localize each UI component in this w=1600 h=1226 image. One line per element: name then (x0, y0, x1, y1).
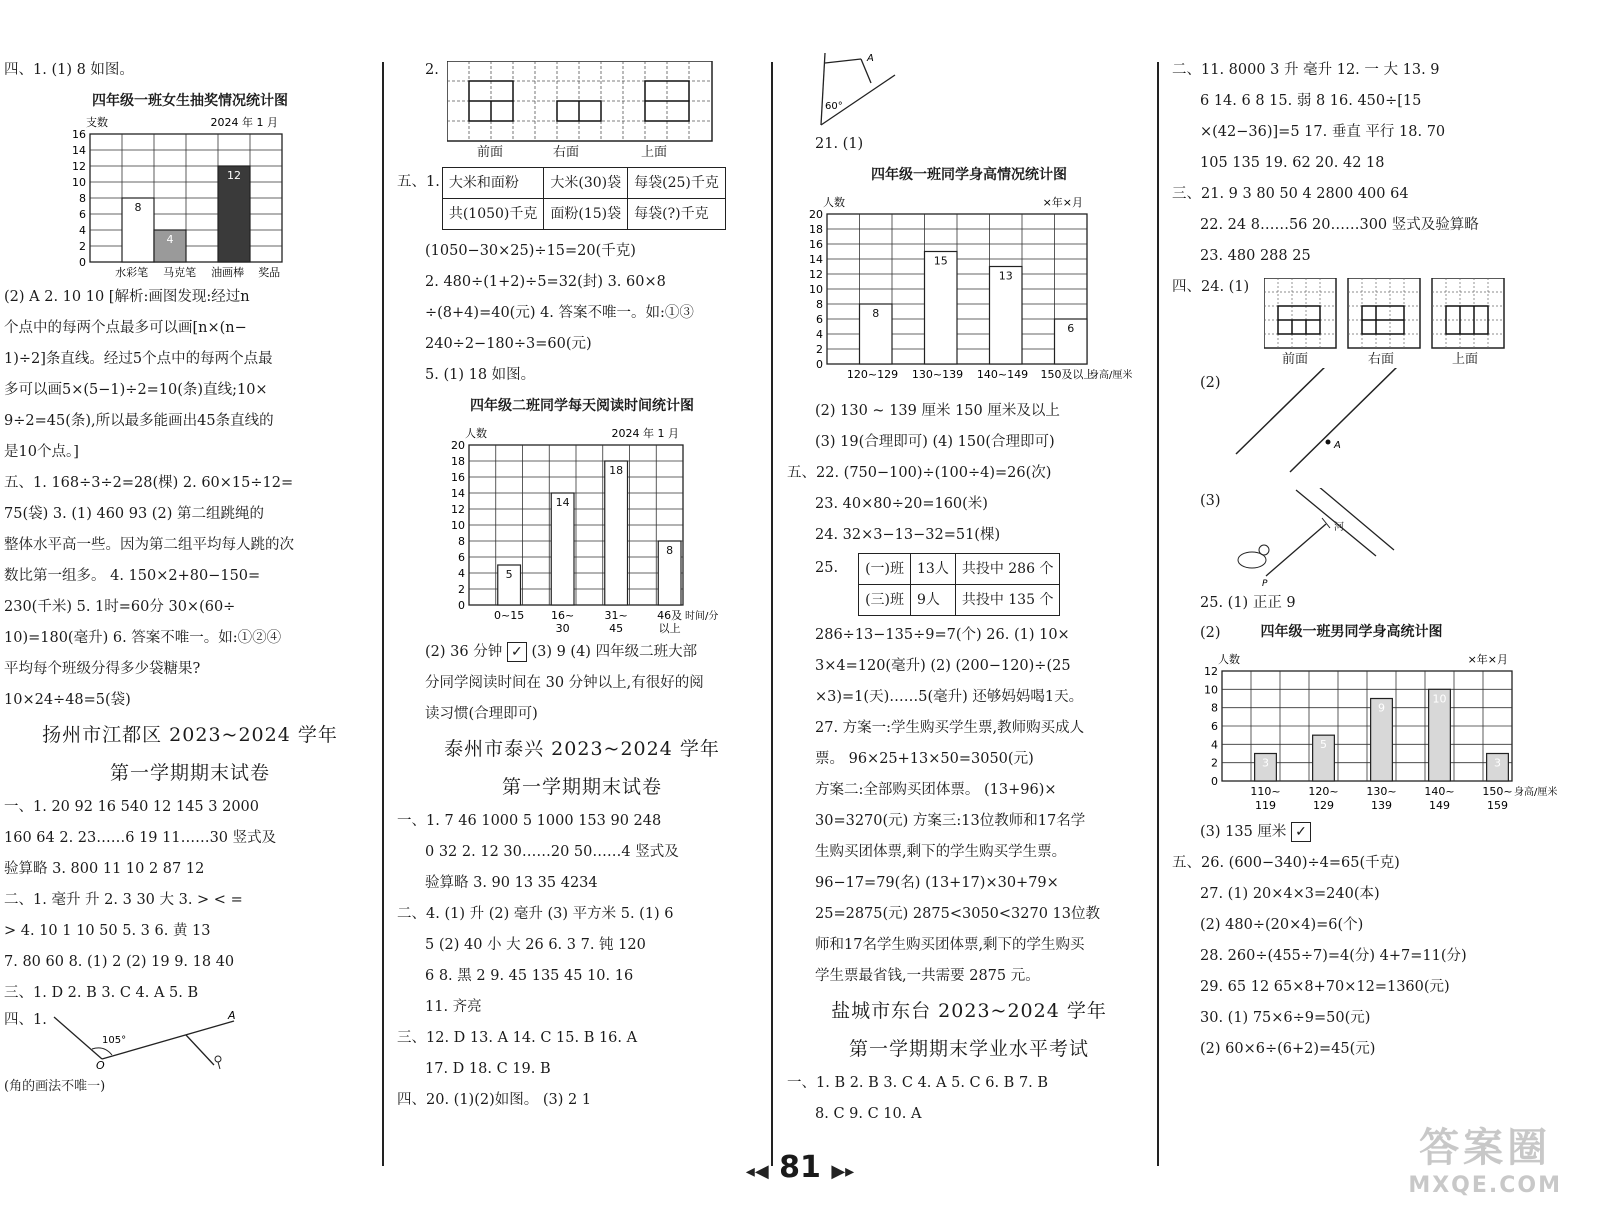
text-line: 27. (1) 20×4×3=240(本) (1200, 886, 1380, 902)
x-tick-label: 149 (1429, 799, 1450, 812)
answer-column-1 (4, 55, 376, 1102)
text-line: 9÷2=45(条),所以最多能画出45条直线的 (4, 413, 274, 429)
y-tick-label: 4 (1211, 738, 1218, 752)
chart-heading-row (1172, 619, 1572, 647)
bar-value-label: 4 (166, 233, 174, 246)
y-tick-label: 0 (816, 358, 823, 371)
text-line: 二、11. 8000 3 升 毫升 12. 一 大 13. 9 (1172, 62, 1440, 78)
view-label-front: 前面 (1282, 352, 1309, 367)
exam-subheading: 第一学期期末试卷 (501, 776, 662, 798)
parallel-line-figure (1172, 368, 1572, 486)
angle-drawing (44, 1009, 304, 1071)
view-label-top: 上面 (1452, 352, 1479, 367)
x-tick-label: 110~ (1250, 785, 1281, 798)
text-line: 10)=180(毫升) 6. 答案不唯一。如:①②④ (4, 630, 282, 646)
view-label-top: 上面 (641, 145, 668, 160)
y-tick-label: 14 (72, 144, 86, 157)
chart-title: 四年级一班同学身高情况统计图 (871, 167, 1067, 183)
text-line: (1050−30×25)÷15=20(千克) (425, 243, 636, 259)
x-tick-label: 马克笔 (163, 266, 197, 279)
y-tick-label: 2 (1211, 756, 1218, 770)
y-tick-label: 4 (816, 328, 823, 341)
text-line: 四、20. (1)(2)如图。 (3) 2 1 (397, 1092, 592, 1108)
text-line: (2) 60×6÷(6+2)=45(元) (1200, 1041, 1376, 1057)
text-line: 学生票最省钱,一共需要 2875 元。 (815, 968, 1040, 984)
next-arrows-icon: ▶▸ (831, 1161, 855, 1182)
text-line: 一、1. B 2. B 3. C 4. A 5. C 6. B 7. B (787, 1075, 1049, 1091)
table-cell: 大米和面粉 (442, 168, 544, 199)
views-figure (1172, 272, 1572, 368)
text-line: 286÷13−135÷9=7(个) 26. (1) 10× (815, 627, 1070, 643)
exam-heading: 盐城市东台 2023~2024 学年 (831, 1000, 1107, 1022)
y-tick-label: 8 (79, 192, 86, 205)
text-line: 30=3270(元) 方案三:13位教师和17名学 (815, 813, 1086, 829)
text-line: 160 64 2. 23……6 19 11……30 竖式及 (4, 830, 277, 846)
answer-column-4 (1172, 55, 1572, 1065)
svg-text:60°: 60° (825, 101, 843, 112)
bar (605, 461, 628, 605)
x-tick-label: 130~139 (911, 368, 964, 381)
x-tick-label: 150~ (1482, 785, 1513, 798)
text-line: 25. (1) 正正 9 (1200, 595, 1296, 611)
page-number: 81 (779, 1150, 821, 1185)
y-tick-label: 4 (79, 224, 86, 237)
text-line: 23. 480 288 25 (1200, 248, 1311, 264)
class-height-bar-chart (787, 186, 1137, 396)
text-line: 三、12. D 13. A 14. C 15. B 16. A (397, 1030, 638, 1046)
text-line: 票。 96×25+13×50=3050(元) (815, 751, 1034, 767)
text-line: 五、22. (750−100)÷(100÷4)=26(次) (787, 465, 1052, 481)
y-tick-label: 10 (72, 176, 86, 189)
quantity-table-block (397, 167, 767, 230)
x-tick-label: 119 (1255, 799, 1276, 812)
text-line: 方案二:全部购买团体票。 (13+96)× (815, 782, 1057, 798)
view-label-front: 前面 (477, 145, 504, 160)
y-tick-label: 2 (816, 343, 823, 356)
bar-value-label: 15 (933, 254, 948, 268)
x-tick-label: 46及 (657, 609, 683, 622)
bar-value-label: 13 (998, 269, 1013, 283)
text-line: (2) 480÷(20×4)=6(个) (1200, 917, 1364, 933)
bar-value-label: 8 (666, 544, 674, 557)
svg-text:A: A (867, 53, 874, 64)
y-tick-label: 18 (451, 455, 465, 468)
text-line: 生购买团体票,剩下的学生购买学生票。 (815, 844, 1067, 860)
y-tick-label: 6 (79, 208, 86, 221)
river-figure (1172, 486, 1572, 588)
axis-label-y: 支数 (86, 116, 108, 129)
bar-value-label: 5 (1320, 738, 1327, 752)
y-tick-label: 6 (816, 313, 823, 326)
column-divider (382, 62, 384, 1166)
table-cell: 共投中 286 个 (955, 554, 1060, 585)
view-label-right: 右面 (1368, 352, 1395, 367)
bar-value-label: 3 (1494, 756, 1501, 770)
y-tick-label: 16 (72, 128, 86, 141)
bar-value-label: 3 (1262, 756, 1269, 770)
text-line: (2) (1200, 625, 1221, 641)
text-line: 一、1. 20 92 16 540 12 145 3 2000 (4, 799, 259, 815)
table-cell: (一)班 (859, 554, 911, 585)
text-line: 读习惯(合理即可) (425, 706, 538, 722)
y-tick-label: 0 (458, 599, 465, 612)
y-tick-label: 14 (451, 487, 465, 500)
text-line (1172, 817, 1572, 848)
y-tick-label: 6 (458, 551, 465, 564)
text-line: 240÷2−180÷3=60(元) (425, 336, 592, 352)
text-line: 28. 260÷(455÷7)=4(分) 4+7=11(分) (1200, 948, 1467, 964)
x-tick-label: 140~149 (976, 368, 1029, 381)
y-tick-label: 8 (1211, 701, 1218, 715)
text-line: 25=2875(元) 2875<3050<3270 13位教 (815, 906, 1100, 922)
x-tick-label: 140~ (1424, 785, 1455, 798)
bar-value-label: 5 (505, 568, 513, 581)
text-line: 0 32 2. 12 30……20 50……4 竖式及 (425, 844, 679, 860)
x-tick-label: 0~15 (494, 609, 525, 622)
x-tick-label: 120~ (1308, 785, 1339, 798)
y-tick-label: 2 (458, 583, 465, 596)
text-line: 数比第一组多。 4. 150×2+80−150= (4, 568, 261, 584)
text-line: 二、4. (1) 升 (2) 毫升 (3) 平方米 5. (1) 6 (397, 906, 674, 922)
y-tick-label: 20 (809, 208, 823, 221)
x-tick-label: 150及以上 (1040, 368, 1095, 381)
text-line: 25. (815, 560, 839, 576)
axis-label-x: 时间/分 (685, 611, 719, 622)
text-line: 27. 方案一:学生购买学生票,教师购买成人 (815, 720, 1085, 736)
x-tick-label: 30 (555, 622, 570, 635)
y-tick-label: 18 (809, 223, 823, 236)
answer-text: (3) 135 厘米 (1200, 824, 1287, 840)
text-line: 6 8. 黑 2 9. 45 135 45 10. 16 (425, 968, 634, 984)
text-line: 四、1. (1) 8 如图。 (4, 62, 134, 78)
x-tick-label: 120~129 (846, 368, 899, 381)
bar-value-label: 14 (555, 496, 570, 509)
text-line (397, 637, 767, 668)
text-line: 平均每个班级分得多少袋糖果? (4, 661, 201, 677)
quantity-table (442, 167, 726, 230)
x-tick-label: 159 (1487, 799, 1508, 812)
chart-date: 2024 年 1 月 (611, 427, 679, 440)
chart-title: 四年级二班同学每天阅读时间统计图 (470, 398, 694, 414)
table-cell: 9人 (911, 585, 956, 616)
angle-figure (4, 1009, 376, 1071)
text-line: 105 135 19. 62 20. 42 18 (1200, 155, 1385, 171)
text-line: 24. 32×3−13−32=51(棵) (815, 527, 1001, 543)
svg-text:A: A (228, 1009, 236, 1022)
text-line: 个点中的每两个点最多可以画[n×(n− (4, 320, 247, 336)
svg-text:P: P (1262, 579, 1268, 588)
bar-value-label: 12 (227, 169, 241, 182)
y-tick-label: 12 (1204, 665, 1218, 678)
axis-label-y: 人数 (465, 427, 487, 440)
svg-text:105°: 105° (102, 1035, 127, 1046)
text-line: ×(42−36)]=5 17. 垂直 平行 18. 70 (1200, 124, 1446, 140)
x-tick-label: 130~ (1366, 785, 1397, 798)
text-line: 多可以画5×(5−1)÷2=10(条)直线;10× (4, 382, 268, 398)
text-line: 三、21. 9 3 80 50 4 2800 400 64 (1172, 186, 1409, 202)
exam-subheading: 第一学期期末学业水平考试 (848, 1038, 1089, 1060)
text-line: 3×4=120(毫升) (2) (200−120)÷(25 (815, 658, 1071, 674)
bar-value-label: 9 (1378, 701, 1385, 715)
text-line: 230(千米) 5. 1时=60分 30×(60÷ (4, 599, 236, 615)
text-line: ×3)=1(天)……5(毫升) 还够妈妈喝1天。 (815, 689, 1084, 705)
bar-value-label: 18 (609, 464, 624, 477)
svg-text:A: A (1334, 440, 1341, 451)
check-icon: ✓ (1291, 822, 1311, 842)
chart-date: ×年×月 (1042, 196, 1083, 209)
score-table (858, 553, 1060, 616)
exam-heading: 泰州市泰兴 2023~2024 学年 (444, 738, 720, 760)
x-tick-label: 129 (1313, 799, 1334, 812)
text-line: (角的画法不唯一) (4, 1079, 106, 1094)
y-tick-label: 4 (458, 567, 465, 580)
y-tick-label: 14 (809, 253, 823, 266)
bar-value-label: 10 (1432, 692, 1447, 706)
text-line: 师和17名学生购买团体票,剩下的学生购买 (815, 937, 1085, 953)
page-number-footer (0, 1150, 1600, 1185)
table-cell: 共投中 135 个 (955, 585, 1060, 616)
parallel-line-drawing (1230, 368, 1430, 486)
chart-title: 四年级一班女生抽奖情况统计图 (92, 93, 288, 109)
axis-label-x: 身高/厘米 (1514, 787, 1558, 798)
angle-sketch (815, 49, 905, 129)
table-cell: 每袋(?)千克 (628, 199, 726, 230)
text-line: 二、1. 毫升 升 2. 3 30 大 3. > < = (4, 892, 243, 908)
girls-lottery-bar-chart (4, 112, 304, 282)
column-divider (1157, 62, 1159, 1166)
text-line: 11. 齐亮 (425, 999, 482, 1015)
y-tick-label: 0 (1211, 775, 1218, 788)
text-line: 5 (2) 40 小 大 26 6. 3 7. 钝 120 (425, 937, 646, 953)
score-table-block (815, 553, 1151, 616)
y-tick-label: 10 (451, 519, 465, 532)
text-line: 5. (1) 18 如图。 (425, 367, 536, 383)
y-tick-label: 8 (816, 298, 823, 311)
y-tick-label: 20 (451, 439, 465, 452)
y-tick-label: 10 (1204, 683, 1218, 697)
bar-value-label: 6 (1067, 322, 1075, 335)
exam-subheading: 第一学期期末试卷 (109, 762, 270, 784)
table-cell: 共(1050)千克 (442, 199, 544, 230)
bar (925, 252, 958, 365)
text-line: 四、24. (1) (1172, 279, 1250, 295)
text-line: 整体水平高一些。因为第二组平均每人跳的次 (4, 537, 294, 553)
check-icon: ✓ (507, 642, 527, 662)
y-tick-label: 12 (451, 503, 465, 516)
axis-label-y: 人数 (1218, 653, 1240, 666)
x-tick-label: 139 (1371, 799, 1392, 812)
text-line: 22. 24 8……56 20……300 竖式及验算略 (1200, 217, 1479, 233)
reading-time-bar-chart (417, 417, 747, 637)
y-tick-label: 16 (809, 238, 823, 251)
answer-column-2 (397, 55, 767, 1116)
bar-value-label: 8 (134, 201, 142, 214)
text-line: 30. (1) 75×6÷9=50(元) (1200, 1010, 1371, 1026)
chart-date: 2024 年 1 月 (210, 116, 278, 129)
table-cell: 13人 (911, 554, 956, 585)
svg-text:O: O (96, 1059, 105, 1071)
text-line: (3) (1200, 493, 1221, 509)
y-tick-label: 12 (72, 160, 86, 173)
text-line: 29. 65 12 65×8+70×12=1360(元) (1200, 979, 1450, 995)
text-line: 分同学阅读时间在 30 分钟以上,有很好的阅 (425, 675, 704, 691)
watermark-logo (1408, 1116, 1562, 1198)
text-line: 8. C 9. C 10. A (815, 1106, 922, 1122)
text-line: 五、26. (600−340)÷4=65(千克) (1172, 855, 1400, 871)
watermark-url: MXQE.COM (1408, 1173, 1562, 1198)
y-tick-label: 0 (79, 256, 86, 269)
y-tick-label: 6 (1211, 720, 1218, 733)
x-tick-label: 16~ (551, 609, 575, 622)
text-line: 21. (1) (815, 136, 864, 152)
bar-value-label: 8 (872, 307, 880, 320)
text-line: 五、1. (397, 174, 440, 190)
exam-heading: 扬州市江都区 2023~2024 学年 (42, 724, 338, 746)
text-line: 23. 40×80÷20=160(米) (815, 496, 988, 512)
x-tick-label: 油画棒 (211, 266, 245, 279)
river-drawing (1226, 488, 1426, 588)
text-line: (3) 19(合理即可) (4) 150(合理即可) (815, 434, 1055, 450)
table-cell: (三)班 (859, 585, 911, 616)
text-line: 三、1. D 2. B 3. C 4. A 5. B (4, 985, 199, 1001)
y-tick-label: 2 (79, 240, 86, 253)
chart-title: 四年级一班男同学身高统计图 (1260, 624, 1443, 640)
text-line: 四、1. (4, 1012, 47, 1028)
table-cell: 面粉(15)袋 (544, 199, 628, 230)
y-tick-label: 10 (809, 283, 823, 296)
y-tick-label: 12 (809, 268, 823, 281)
text-line: (2) 130 ~ 139 厘米 150 厘米及以上 (815, 403, 1060, 419)
x-tick-label: 45 (609, 622, 624, 635)
text-line: 是10个点。] (4, 444, 79, 460)
river-label: 河 (1334, 522, 1344, 533)
x-tick-label: 31~ (604, 609, 628, 622)
y-tick-label: 16 (451, 471, 465, 484)
watermark-text: 答案圈 (1419, 1125, 1552, 1171)
bar (551, 493, 574, 605)
y-tick-label: 8 (458, 535, 465, 548)
column-divider (771, 62, 773, 1166)
text-line: ÷(8+4)=40(元) 4. 答案不唯一。如:①③ (425, 305, 694, 321)
boys-height-bar-chart (1172, 647, 1562, 817)
axis-label-x: 身高/厘米 (1089, 370, 1133, 381)
text-line: 6 14. 6 8 15. 弱 8 16. 450÷[15 (1200, 93, 1422, 109)
answer-text: (2) 36 分钟 (425, 644, 503, 660)
table-cell: 每袋(25)千克 (628, 168, 726, 199)
text-line: 1)÷2]条直线。经过5个点中的每两个点最 (4, 351, 273, 367)
text-line: (2) (1200, 375, 1221, 391)
text-line: 75(袋) 3. (1) 460 93 (2) 第二组跳绳的 (4, 506, 264, 522)
text-line: 2. (425, 62, 439, 78)
text-line: 一、1. 7 46 1000 5 1000 153 90 248 (397, 813, 662, 829)
text-line: > 4. 10 1 10 50 5. 3 6. 黄 13 (4, 923, 211, 939)
text-line: 验算略 3. 90 13 35 4234 (425, 875, 598, 891)
text-line: 五、1. 168÷3÷2=28(棵) 2. 60×15÷12= (4, 475, 294, 491)
text-line: 17. D 18. C 19. B (425, 1061, 551, 1077)
view-label-right: 右面 (553, 145, 580, 160)
text-line: 96−17=79(名) (13+17)×30+79× (815, 875, 1059, 891)
text-line: (2) A 2. 10 10 [解析:画图发现:经过n (4, 289, 250, 305)
axis-label-y: 人数 (823, 196, 845, 209)
chart-date: ×年×月 (1467, 653, 1508, 666)
text-line: 验算略 3. 800 11 10 2 87 12 (4, 861, 205, 877)
text-line: 2. 480÷(1+2)÷5=32(封) 3. 60×8 (425, 274, 666, 290)
text-line: 7. 80 60 8. (1) 2 (2) 19 9. 18 40 (4, 954, 235, 970)
x-tick-label: 水彩笔 (115, 266, 149, 279)
prev-arrows-icon: ◂◀ (745, 1161, 769, 1182)
text-line: 10×24÷48=5(袋) (4, 692, 131, 708)
x-tick-label: 以上 (658, 622, 681, 635)
answer-text: (3) 9 (4) 四年级二班大部 (531, 644, 698, 660)
table-cell: 大米(30)袋 (544, 168, 628, 199)
x-tick-label: 奖品 (258, 266, 281, 279)
answer-column-3 (787, 55, 1151, 1130)
views-figure (397, 55, 767, 167)
